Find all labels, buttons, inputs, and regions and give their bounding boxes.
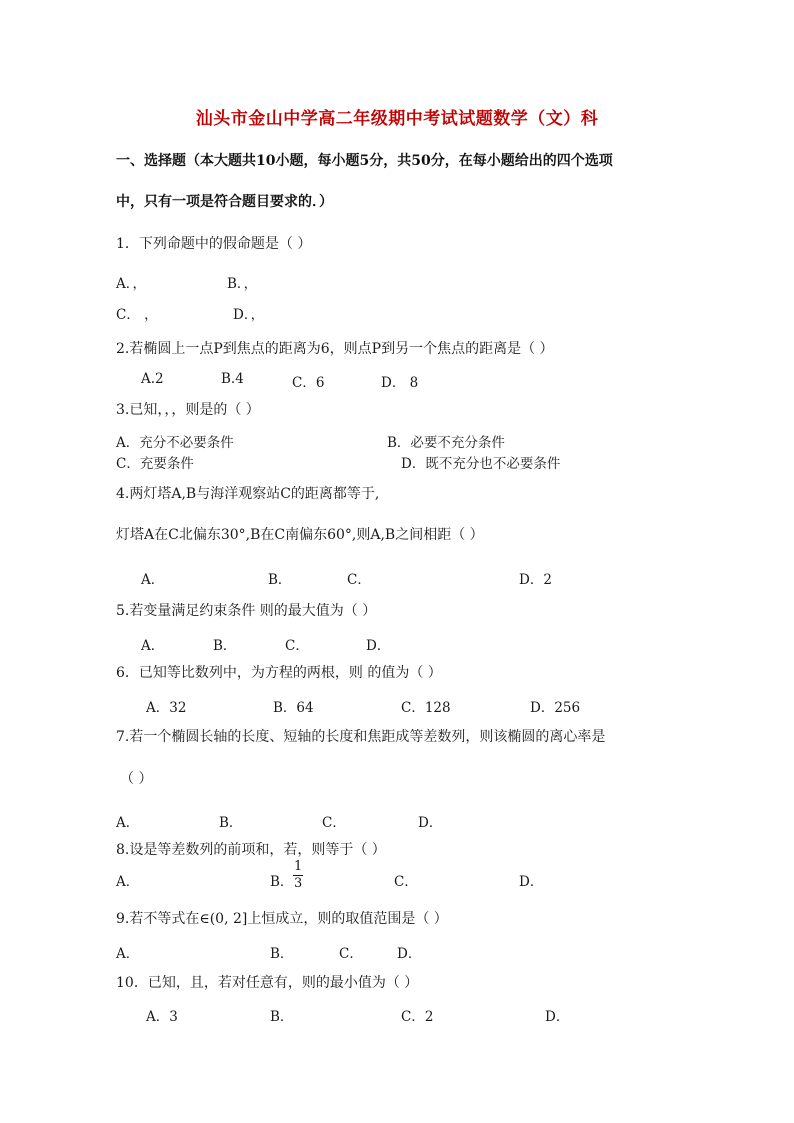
question-4-option-c: C． xyxy=(347,572,371,588)
fraction-numerator: 1 xyxy=(294,859,303,874)
question-8-stem: 8.设是等差数列的前项和，若，则等于（ ） xyxy=(116,842,386,858)
question-2-stem: 2.若椭圆上一点P到焦点的距离为6，则点P到另一个焦点的距离是（ ） xyxy=(116,341,554,357)
question-8-option-b: B． xyxy=(270,874,294,890)
question-1-option-b: B．， xyxy=(227,276,258,292)
fraction-denominator: 3 xyxy=(294,876,303,891)
question-1-option-a: A．， xyxy=(116,276,146,292)
question-10-option-c: C．2 xyxy=(401,1009,434,1025)
question-8-option-c: C． xyxy=(394,874,418,890)
question-5-option-b: B． xyxy=(213,638,237,654)
question-6-option-d: D．256 xyxy=(530,700,581,716)
question-4-option-b: B． xyxy=(268,572,292,588)
question-5-option-a: A． xyxy=(141,638,165,654)
question-10-option-b: B． xyxy=(270,1009,294,1025)
question-4-option-a: A． xyxy=(141,572,165,588)
question-4-option-d: D．2 xyxy=(519,572,552,588)
question-7-stem: 7.若一个椭圆长轴的长度、短轴的长度和焦距成等差数列，则该椭圆的离心率是 xyxy=(116,729,606,745)
question-10-option-a: A．3 xyxy=(146,1009,178,1025)
question-6-option-a: A．32 xyxy=(146,700,187,716)
question-5-option-c: C． xyxy=(285,638,309,654)
question-6-option-b: B．64 xyxy=(273,700,314,716)
question-3-option-d: D．既不充分也不必要条件 xyxy=(401,456,561,472)
question-7-option-c: C． xyxy=(322,815,346,831)
question-4-stem: 4.两灯塔A,B与海洋观察站C的距离都等于, xyxy=(116,486,380,502)
question-7-option-d: D． xyxy=(418,815,443,831)
question-3-stem: 3.已知，，，则是的（ ） xyxy=(116,402,260,418)
question-2-option-c: C．6 xyxy=(292,375,325,391)
question-8-option-d: D． xyxy=(519,874,544,890)
section-header-line1: 一、选择题（本大题共10小题，每小题5分，共50分，在每小题给出的四个选项 xyxy=(116,153,613,169)
question-7-option-a: A． xyxy=(116,815,140,831)
question-3-option-a: A．充分不必要条件 xyxy=(116,435,234,451)
question-9-option-c: C． xyxy=(339,946,363,962)
question-10-option-d: D． xyxy=(545,1009,570,1025)
question-10-stem: 10．已知，且，若对任意有，则的最小值为（ ） xyxy=(116,975,419,991)
question-3-option-b: B．必要不充分条件 xyxy=(387,435,505,451)
page-title: 汕头市金山中学高二年级期中考试试题数学（文）科 xyxy=(195,109,599,129)
question-3-option-c: C．充要条件 xyxy=(116,456,194,472)
question-6-stem: 6．已知等比数列中，为方程的两根，则 的值为（ ） xyxy=(116,665,442,681)
question-8-option-a: A． xyxy=(116,874,140,890)
question-8-option-b-fraction xyxy=(293,860,303,891)
question-5-stem: 5.若变量满足约束条件 则的最大值为（ ） xyxy=(116,603,377,619)
question-9-stem: 9.若不等式在∈(0, 2]上恒成立，则的取值范围是（ ） xyxy=(116,911,448,927)
question-9-option-a: A． xyxy=(116,946,140,962)
question-2-option-a: A.2 xyxy=(141,371,164,387)
question-9-option-d: D． xyxy=(397,946,422,962)
question-2-option-d: D． 8 xyxy=(381,375,419,391)
question-1-stem: 1．下列命题中的假命题是（ ） xyxy=(116,236,312,252)
section-header-line2: 中，只有一项是符合题目要求的．） xyxy=(116,194,333,210)
question-1-option-c: C． ， xyxy=(116,307,158,323)
question-6-option-c: C．128 xyxy=(401,700,451,716)
question-2-option-b: B.4 xyxy=(221,371,244,387)
question-1-option-d: D．， xyxy=(233,307,265,323)
question-4-stem-line2: 灯塔A在C北偏东30°,B在C南偏东60°,则A,B之间相距（ ） xyxy=(116,527,484,543)
question-7-stem-line2: （ ） xyxy=(120,771,153,787)
question-9-option-b: B． xyxy=(270,946,294,962)
question-5-option-d: D． xyxy=(366,638,391,654)
question-7-option-b: B． xyxy=(219,815,243,831)
